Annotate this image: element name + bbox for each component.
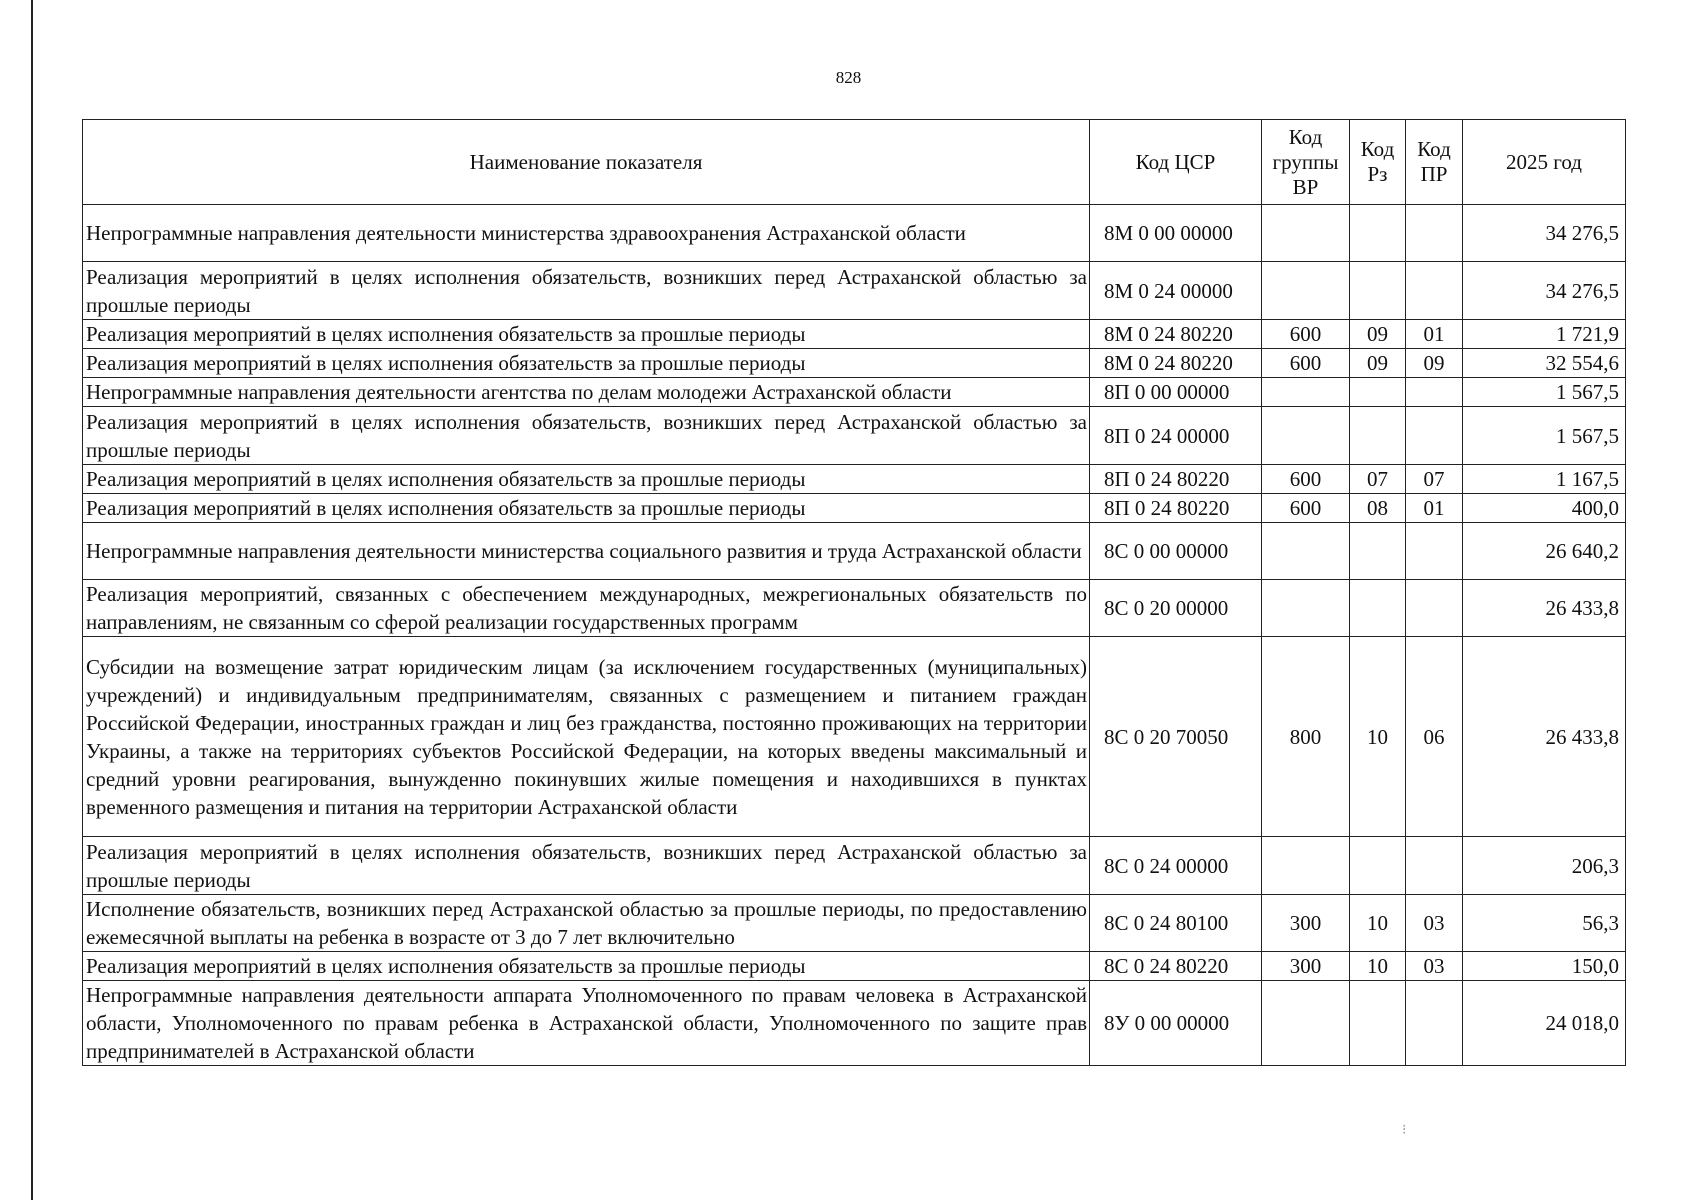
row-vr-code bbox=[1262, 523, 1350, 580]
row-vr-code: 600 bbox=[1262, 349, 1350, 378]
row-csr-code: 8П 0 24 80220 bbox=[1090, 465, 1262, 494]
row-vr-code bbox=[1262, 837, 1350, 895]
row-vr-code: 600 bbox=[1262, 320, 1350, 349]
row-amount: 26 433,8 bbox=[1463, 637, 1626, 837]
row-pr-code bbox=[1406, 523, 1463, 580]
table-row bbox=[83, 981, 1626, 1066]
row-vr-code bbox=[1262, 981, 1350, 1066]
row-vr-code bbox=[1262, 407, 1350, 465]
row-vr-code bbox=[1262, 205, 1350, 262]
row-vr-code bbox=[1262, 378, 1350, 407]
table-row bbox=[83, 637, 1626, 837]
row-pr-code: 06 bbox=[1406, 637, 1463, 837]
row-amount: 1 167,5 bbox=[1463, 465, 1626, 494]
row-name: Реализация мероприятий в целях исполнения обязательств, возникших перед Астраханской областью за прошлые периоды bbox=[83, 837, 1090, 895]
table-row bbox=[83, 320, 1626, 349]
row-name: Реализация мероприятий в целях исполнения обязательств, возникших перед Астраханской областью за прошлые периоды bbox=[83, 407, 1090, 465]
table-row bbox=[83, 407, 1626, 465]
row-csr-code: 8П 0 24 80220 bbox=[1090, 494, 1262, 523]
row-amount: 24 018,0 bbox=[1463, 981, 1626, 1066]
row-amount: 150,0 bbox=[1463, 952, 1626, 981]
row-rz-code: 09 bbox=[1350, 349, 1406, 378]
row-rz-code bbox=[1350, 580, 1406, 637]
row-rz-code: 07 bbox=[1350, 465, 1406, 494]
table-row bbox=[83, 837, 1626, 895]
row-amount: 400,0 bbox=[1463, 494, 1626, 523]
row-name: Реализация мероприятий в целях исполнения обязательств, возникших перед Астраханской областью за прошлые периоды bbox=[83, 262, 1090, 320]
header-vr: Код группы ВР bbox=[1262, 120, 1350, 205]
row-name: Реализация мероприятий в целях исполнения обязательств за прошлые периоды bbox=[83, 494, 1090, 523]
row-name: Непрограммные направления деятельности агентства по делам молодежи Астраханской области bbox=[83, 378, 1090, 407]
row-name: Реализация мероприятий в целях исполнения обязательств за прошлые периоды bbox=[83, 952, 1090, 981]
table-row bbox=[83, 494, 1626, 523]
row-amount: 34 276,5 bbox=[1463, 205, 1626, 262]
row-csr-code: 8М 0 24 00000 bbox=[1090, 262, 1262, 320]
row-name: Исполнение обязательств, возникших перед Астраханской областью за прошлые периоды, по предоставлению ежемесячной выплаты на ребенка в возрасте от 3 до 7 лет включительно bbox=[83, 895, 1090, 952]
row-rz-code bbox=[1350, 523, 1406, 580]
row-rz-code: 08 bbox=[1350, 494, 1406, 523]
row-vr-code bbox=[1262, 580, 1350, 637]
row-pr-code bbox=[1406, 407, 1463, 465]
table-row bbox=[83, 523, 1626, 580]
row-csr-code: 8П 0 24 00000 bbox=[1090, 407, 1262, 465]
row-amount: 1 721,9 bbox=[1463, 320, 1626, 349]
table-row bbox=[83, 262, 1626, 320]
table-row bbox=[83, 349, 1626, 378]
row-pr-code: 03 bbox=[1406, 952, 1463, 981]
row-rz-code bbox=[1350, 837, 1406, 895]
row-vr-code: 300 bbox=[1262, 952, 1350, 981]
row-csr-code: 8С 0 20 70050 bbox=[1090, 637, 1262, 837]
binding-edge-line bbox=[31, 0, 33, 1200]
row-csr-code: 8С 0 00 00000 bbox=[1090, 523, 1262, 580]
table-row bbox=[83, 580, 1626, 637]
page-number: 828 bbox=[835, 68, 862, 87]
row-amount: 32 554,6 bbox=[1463, 349, 1626, 378]
row-pr-code bbox=[1406, 205, 1463, 262]
row-csr-code: 8С 0 24 80100 bbox=[1090, 895, 1262, 952]
table-row bbox=[83, 378, 1626, 407]
row-amount: 1 567,5 bbox=[1463, 407, 1626, 465]
row-rz-code bbox=[1350, 378, 1406, 407]
header-csr: Код ЦСР bbox=[1090, 120, 1262, 205]
row-pr-code bbox=[1406, 262, 1463, 320]
row-amount: 206,3 bbox=[1463, 837, 1626, 895]
header-rz: Код Рз bbox=[1350, 120, 1406, 205]
table-row bbox=[83, 205, 1626, 262]
row-vr-code: 600 bbox=[1262, 465, 1350, 494]
row-pr-code bbox=[1406, 837, 1463, 895]
row-pr-code bbox=[1406, 378, 1463, 407]
row-amount: 1 567,5 bbox=[1463, 378, 1626, 407]
row-csr-code: 8С 0 20 00000 bbox=[1090, 580, 1262, 637]
row-name: Реализация мероприятий в целях исполнения обязательств за прошлые периоды bbox=[83, 349, 1090, 378]
header-pr: Код ПР bbox=[1406, 120, 1463, 205]
row-amount: 56,3 bbox=[1463, 895, 1626, 952]
row-csr-code: 8С 0 24 80220 bbox=[1090, 952, 1262, 981]
row-pr-code: 09 bbox=[1406, 349, 1463, 378]
row-pr-code: 07 bbox=[1406, 465, 1463, 494]
row-name: Непрограммные направления деятельности аппарата Уполномоченного по правам человека в Астраханской области, Уполномоченного по правам ребенка в Астраханской области, Уполномоченного по защите прав предпринимателей в Астраханской области bbox=[83, 981, 1090, 1066]
scan-artifact: ⁝ bbox=[1402, 1123, 1407, 1138]
row-name: Реализация мероприятий в целях исполнения обязательств за прошлые периоды bbox=[83, 320, 1090, 349]
row-rz-code: 10 bbox=[1350, 637, 1406, 837]
row-csr-code: 8У 0 00 00000 bbox=[1090, 981, 1262, 1066]
row-amount: 34 276,5 bbox=[1463, 262, 1626, 320]
row-name: Реализация мероприятий в целях исполнения обязательств за прошлые периоды bbox=[83, 465, 1090, 494]
row-csr-code: 8М 0 00 00000 bbox=[1090, 205, 1262, 262]
row-name: Непрограммные направления деятельности министерства социального развития и труда Астраханской области bbox=[83, 523, 1090, 580]
row-name: Реализация мероприятий, связанных с обеспечением международных, межрегиональных обязательств по направлениям, не связанным со сферой реализации государственных программ bbox=[83, 580, 1090, 637]
row-rz-code: 09 bbox=[1350, 320, 1406, 349]
header-row bbox=[83, 120, 1626, 205]
row-pr-code: 01 bbox=[1406, 494, 1463, 523]
row-csr-code: 8П 0 00 00000 bbox=[1090, 378, 1262, 407]
row-csr-code: 8С 0 24 00000 bbox=[1090, 837, 1262, 895]
table-row bbox=[83, 952, 1626, 981]
row-csr-code: 8М 0 24 80220 bbox=[1090, 320, 1262, 349]
row-rz-code bbox=[1350, 262, 1406, 320]
row-pr-code: 01 bbox=[1406, 320, 1463, 349]
row-rz-code bbox=[1350, 407, 1406, 465]
table-row bbox=[83, 465, 1626, 494]
row-amount: 26 433,8 bbox=[1463, 580, 1626, 637]
row-rz-code: 10 bbox=[1350, 952, 1406, 981]
row-rz-code: 10 bbox=[1350, 895, 1406, 952]
row-pr-code bbox=[1406, 580, 1463, 637]
row-vr-code: 300 bbox=[1262, 895, 1350, 952]
row-rz-code bbox=[1350, 205, 1406, 262]
row-name: Субсидии на возмещение затрат юридическим лицам (за исключением государственных (муниципальных) учреждений) и индивидуальным предпринимателям, связанных с размещением и питанием граждан Российской Федерации, иностранных граждан и лиц без гражданства, постоянно проживающих на территории Украины, а также на территориях субъектов Российской Федерации, на которых введены максимальный и средний уровни реагирования, вынужденно покинувших жилые помещения и находившихся в пунктах временного размещения и питания на территории Астраханской области bbox=[83, 637, 1090, 837]
row-pr-code: 03 bbox=[1406, 895, 1463, 952]
row-vr-code: 800 bbox=[1262, 637, 1350, 837]
row-vr-code bbox=[1262, 262, 1350, 320]
row-amount: 26 640,2 bbox=[1463, 523, 1626, 580]
budget-table bbox=[82, 119, 1626, 1066]
row-pr-code bbox=[1406, 981, 1463, 1066]
header-year: 2025 год bbox=[1463, 120, 1626, 205]
table-row bbox=[83, 895, 1626, 952]
row-csr-code: 8М 0 24 80220 bbox=[1090, 349, 1262, 378]
row-rz-code bbox=[1350, 981, 1406, 1066]
row-name: Непрограммные направления деятельности министерства здравоохранения Астраханской области bbox=[83, 205, 1090, 262]
header-name: Наименование показателя bbox=[83, 120, 1090, 205]
row-vr-code: 600 bbox=[1262, 494, 1350, 523]
